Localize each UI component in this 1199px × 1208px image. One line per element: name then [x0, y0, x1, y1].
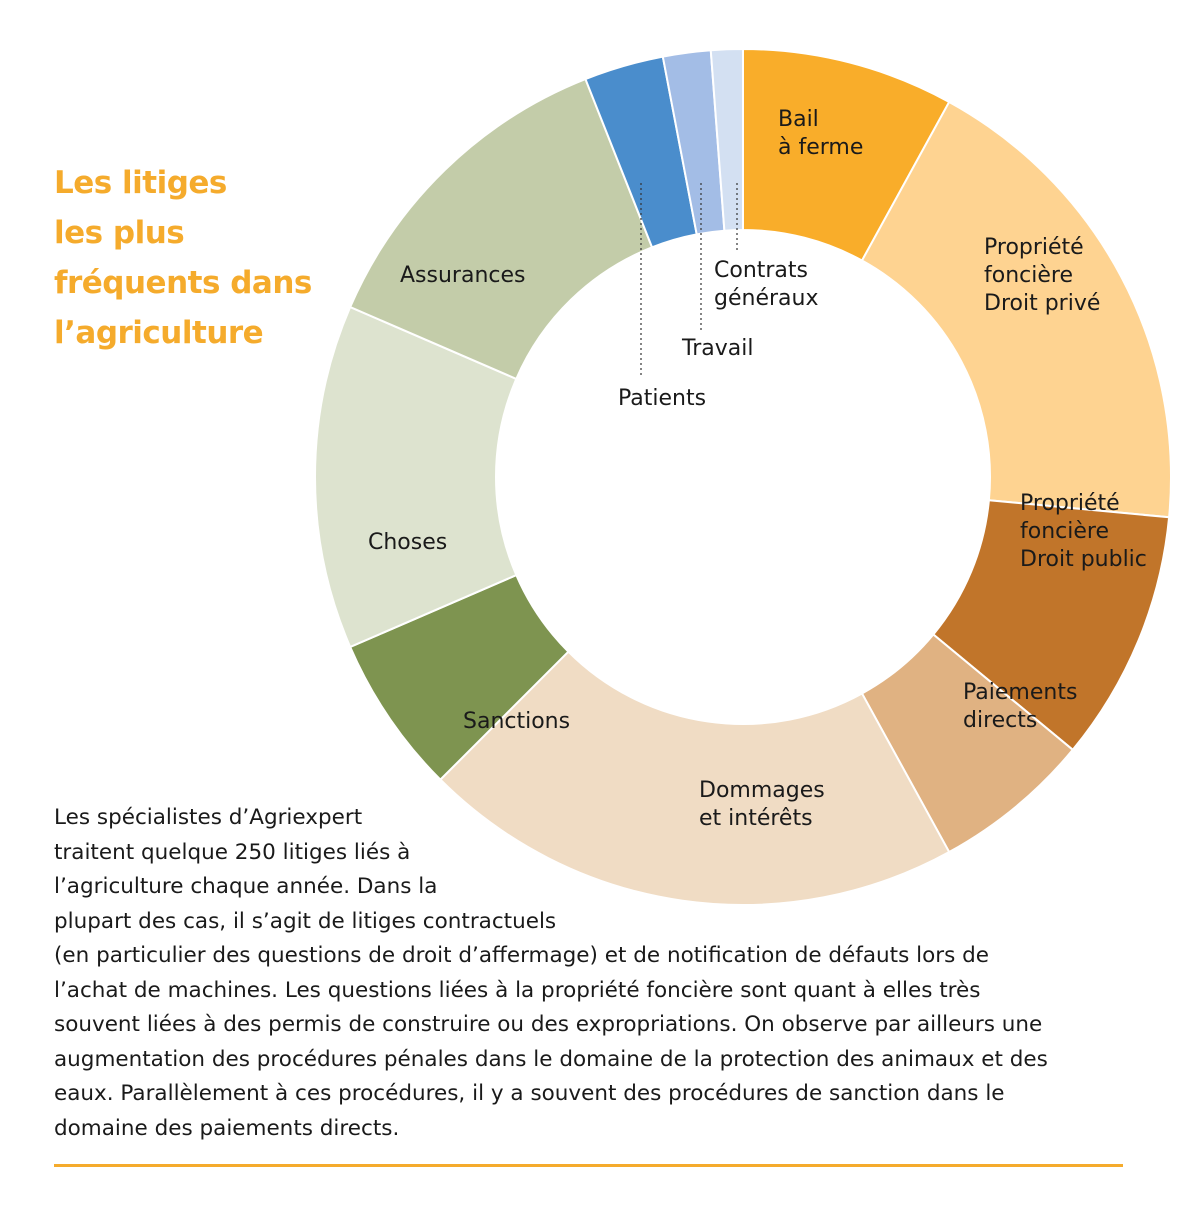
description-line: eaux. Parallèlement à ces procédures, il y a souvent des procédures de sanction dans le — [54, 1081, 1005, 1106]
slice-label — [714, 258, 818, 311]
slice-label-line: Bail — [778, 107, 819, 132]
description-line: domaine des paiements directs. — [54, 1115, 400, 1141]
slice-label-line: Droit public — [1020, 547, 1147, 572]
title-line: Les litiges — [54, 165, 227, 201]
description-line: Les spécialistes d’Agriexpert — [54, 805, 363, 830]
title-line: l’agriculture — [54, 315, 264, 351]
slice-label-line: et intérêts — [699, 806, 813, 831]
slice-label-line: Choses — [368, 530, 448, 555]
description-line: augmentation des procédures pénales dans le domaine de la protection des animaux et des — [54, 1046, 1048, 1072]
slice-label-line: Sanctions — [463, 709, 571, 734]
title-line: les plus — [54, 215, 185, 251]
slice-label-line: Propriété — [984, 235, 1084, 260]
slice-label-line: Contrats — [714, 258, 809, 283]
slice-label-line: directs — [963, 708, 1038, 733]
description-line: l’achat de machines. Les questions liées à la propriété foncière sont quant à elles très — [54, 977, 981, 1003]
slice-label-line: à ferme — [778, 135, 864, 160]
slice-label-line: généraux — [714, 286, 819, 311]
slice-label-line: Dommages — [699, 778, 825, 803]
title-line: fréquents dans — [54, 265, 312, 301]
slice-label-line: Assurances — [400, 263, 526, 288]
slice-label-line: Travail — [682, 336, 754, 361]
description-line: souvent liées à des permis de construire ou des expropriations. On observe par ailleurs une — [54, 1012, 1043, 1037]
slice-label — [618, 386, 706, 411]
slice-label-line: Droit privé — [984, 291, 1101, 316]
description-line: traitent quelque 250 litiges liés à — [54, 839, 411, 865]
slice-label-line: foncière — [1020, 519, 1109, 544]
slice-label-line: Patients — [618, 386, 707, 411]
description-line: plupart des cas, il s’agit de litiges contractuels — [54, 908, 557, 934]
description-line: l’agriculture chaque année. Dans la — [54, 874, 438, 899]
slice-label — [463, 709, 570, 734]
slice-label — [368, 530, 447, 555]
slice-label-line: Propriété — [1020, 491, 1120, 516]
description-text — [54, 801, 1134, 1146]
slice-label-line: foncière — [984, 263, 1073, 288]
description-line: (en particulier des questions de droit d’affermage) et de notification de défauts lors de — [54, 943, 989, 968]
slice-label — [400, 263, 525, 288]
divider-line — [54, 1164, 1123, 1167]
slice-label — [681, 336, 753, 361]
slice-label-line: Paiements — [963, 680, 1078, 705]
